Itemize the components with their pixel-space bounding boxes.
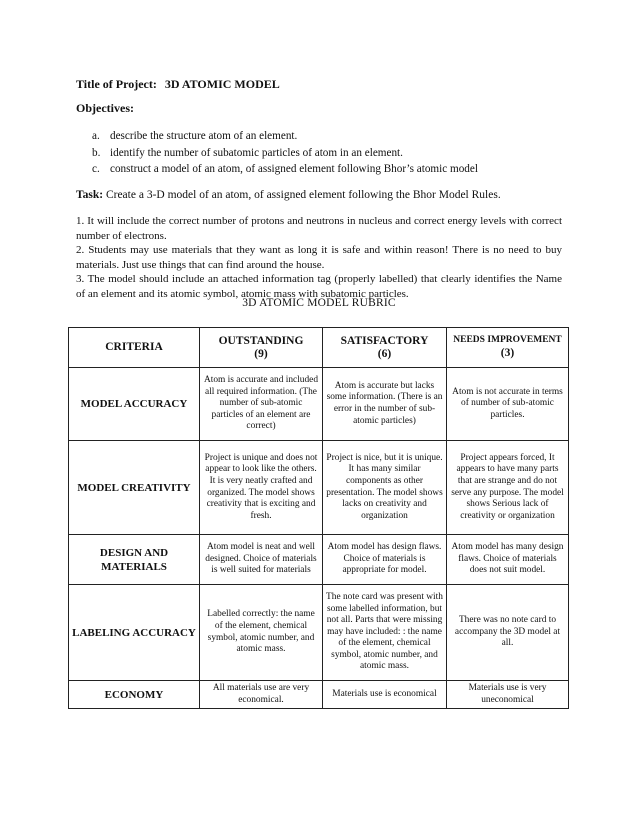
- task-text: Create a 3-D model of an atom, of assigned element following the Bhor Model Rules.: [105, 189, 501, 201]
- task-line: [76, 189, 501, 201]
- objective-text: identify the number of subatomic particles of atom in an element.: [110, 146, 403, 159]
- header-label: CRITERIA: [105, 341, 163, 353]
- needs-improvement-cell: There was no note card to accompany the 3D model at all.: [447, 585, 569, 681]
- satisfactory-cell: Atom is accurate but lacks some information. (There is an error in the number of sub-atomic particles): [323, 368, 447, 441]
- objective-item: [92, 145, 478, 162]
- outstanding-cell: Atom model is neat and well designed. Choice of materials is well suited for materials: [200, 535, 323, 585]
- outstanding-cell: Atom is accurate and included all required information. (The number of sub-atomic particles of an element are correct): [200, 368, 323, 441]
- header-needs-improvement: [447, 328, 569, 368]
- needs-improvement-cell: Project appears forced, It appears to have many parts that are strange and do not serve any purpose. The model shows Serious lack of creativity or organization: [447, 441, 569, 535]
- rubric-row: [69, 535, 569, 585]
- rubric-row: [69, 681, 569, 709]
- rubric-table: [68, 327, 569, 709]
- instructions: [76, 214, 562, 301]
- rubric-row: [69, 585, 569, 681]
- header-outstanding: [200, 328, 323, 368]
- header-score: (6): [377, 347, 392, 360]
- header-satisfactory: [323, 328, 447, 368]
- objective-item: [92, 161, 478, 178]
- needs-improvement-cell: Atom model has many design flaws. Choice of materials does not suit model.: [447, 535, 569, 585]
- criteria-cell: MODEL ACCURACY: [69, 368, 200, 441]
- outstanding-cell: Labelled correctly: the name of the element, chemical symbol, atomic number, and atomic mass.: [200, 585, 323, 681]
- criteria-cell: MODEL CREATIVITY: [69, 441, 200, 535]
- outstanding-cell: Project is unique and does not appear to look like the others. It is very neatly crafted and organized. The model shows creativity that is exciting and fresh.: [200, 441, 323, 535]
- objective-item: [92, 128, 478, 145]
- satisfactory-cell: The note card was present with some labelled information, but not all. Parts that were missing may have included: : the name of the element, chemical symbol, atomic number, and atomic mass.: [323, 585, 447, 681]
- satisfactory-cell: Atom model has design flaws. Choice of materials is appropriate for model.: [323, 535, 447, 585]
- header-label: SATISFACTORY: [340, 334, 429, 347]
- instruction-paragraph: 3. The model should include an attached information tag (properly labelled) that clearly identifies the Name of an element and its atomic symbol, atomic mass with subatomic particles.: [76, 273, 562, 300]
- header-score: (9): [254, 347, 268, 360]
- rubric-row: [69, 368, 569, 441]
- project-title-value: 3D ATOMIC MODEL: [164, 77, 280, 91]
- header-label: OUTSTANDING: [218, 334, 304, 347]
- needs-improvement-cell: Materials use is very uneconomical: [447, 681, 569, 709]
- task-label: Task:: [76, 189, 104, 201]
- project-title-label: Title of Project:: [76, 77, 157, 91]
- objective-text: construct a model of an atom, of assigned element following Bhor’s atomic model: [110, 163, 478, 175]
- objective-text: describe the structure atom of an element.: [110, 130, 298, 142]
- satisfactory-cell: Materials use is economical: [323, 681, 447, 709]
- objectives-list: [92, 128, 478, 178]
- objective-marker: a.: [92, 130, 100, 142]
- objective-marker: c.: [92, 163, 100, 175]
- instruction-paragraph: 2. Students may use materials that they want as long it is safe and within reason! There is no need to buy materials. Just use things that can find around the house.: [76, 244, 562, 271]
- header-label: NEEDS IMPROVEMENT: [453, 335, 562, 345]
- rubric-header-row: [69, 328, 569, 368]
- criteria-cell: LABELING ACCURACY: [69, 585, 200, 681]
- criteria-cell: ECONOMY: [69, 681, 200, 709]
- outstanding-cell: All materials use are very economical.: [200, 681, 323, 709]
- criteria-cell: DESIGN AND MATERIALS: [69, 535, 200, 585]
- rubric-title: 3D ATOMIC MODEL RUBRIC: [242, 297, 396, 309]
- objective-marker: b.: [92, 146, 101, 159]
- instruction-paragraph: 1. It will include the correct number of protons and neutrons in nucleus and correct energy levels with correct number of electrons.: [76, 215, 562, 242]
- objectives-heading: Objectives:: [76, 101, 134, 115]
- project-title: [76, 77, 280, 92]
- rubric-row: [69, 441, 569, 535]
- header-criteria: [69, 328, 200, 368]
- needs-improvement-cell: Atom is not accurate in terms of number of sub-atomic particles.: [447, 368, 569, 441]
- satisfactory-cell: Project is nice, but it is unique. It has many similar components as other presentation. The model shows lacks on creativity and organization: [323, 441, 447, 535]
- header-score: (3): [500, 347, 515, 359]
